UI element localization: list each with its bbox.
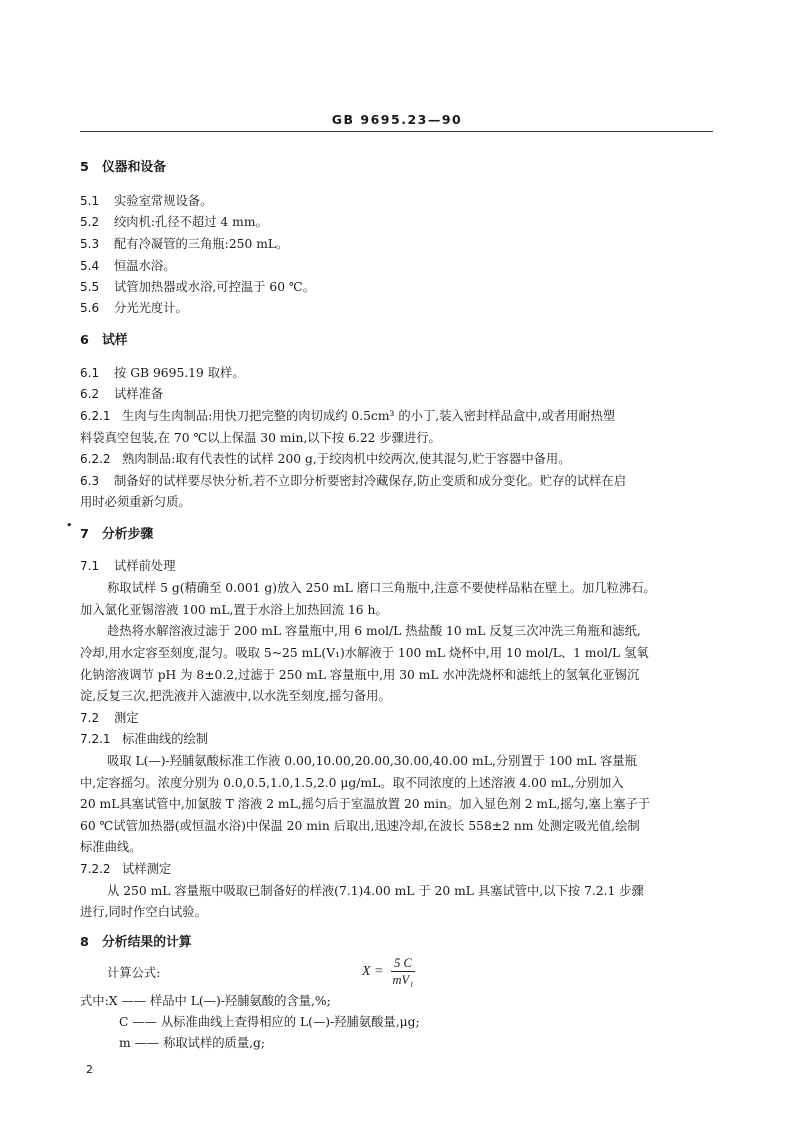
variable-c-definition: C —— 从标准曲线上查得相应的 L(—)-羟脯氨酸量,μg; — [119, 1015, 420, 1029]
item-7-2: 7.2 测定 — [80, 711, 139, 725]
section-7-heading: 7 分析步骤 — [80, 527, 154, 542]
para-7-1b-line: 趁热将水解溶液过滤于 200 mL 容量瓶中,用 6 mol/L 热盐酸 10 mL 反复三次冲洗三角瓶和滤纸, — [107, 624, 641, 638]
item-6-2-1: 6.2.1 生肉与生肉制品:用快刀把完整的肉切成约 0.5cm³ 的小丁,装入密封样品盒中,或者用耐热塑 — [80, 409, 616, 423]
item-6-1: 6.1 按 GB 9695.19 取样。 — [80, 366, 245, 380]
formula-lhs: X = — [362, 963, 384, 979]
para-7-2-2-line: 从 250 mL 容量瓶中吸取已制备好的样液(7.1)4.00 mL 于 20 mL 具塞试管中,以下按 7.2.1 步骤 — [107, 884, 644, 898]
para-7-1-line: 加入氯化亚锡溶液 100 mL,置于水浴上加热回流 16 h。 — [80, 603, 388, 617]
formula-fraction — [390, 956, 417, 987]
item-7-2-1: 7.2.1 标准曲线的绘制 — [80, 732, 209, 746]
item-6-2: 6.2 试样准备 — [80, 387, 164, 401]
stray-mark: • — [66, 519, 73, 532]
item-7-2-2: 7.2.2 试样测定 — [80, 862, 172, 876]
header-rule — [80, 131, 713, 132]
formula-denominator: mV₁ — [392, 973, 414, 987]
para-7-2-1-line: 60 ℃试管加热器(或恒温水浴)中保温 20 min 后取出,迅速冷却,在波长 558±2 nm 处测定吸光值,绘制 — [80, 819, 640, 833]
formula — [362, 956, 417, 987]
formula-label: 计算公式: — [107, 966, 161, 980]
variable-x-definition: 式中:X —— 样品中 L(—)-羟脯氨酸的含量,%; — [80, 994, 331, 1008]
item-5-2: 5.2 绞肉机:孔径不超过 4 mm。 — [80, 215, 268, 229]
para-7-1b-line: 化钠溶液调节 pH 为 8±0.2,过滤于 250 mL 容量瓶中,用 30 mL 水冲洗烧杯和滤纸上的氢氧化亚锡沉 — [80, 668, 640, 682]
item-5-5: 5.5 试管加热器或水浴,可控温于 60 ℃。 — [80, 280, 315, 294]
para-7-2-2-line: 进行,同时作空白试验。 — [80, 905, 207, 919]
para-7-2-1-line: 中,定容摇匀。浓度分别为 0.0,0.5,1.0,1.5,2.0 μg/mL。取不同浓度的上述溶液 4.00 mL,分别加入 — [80, 776, 624, 790]
item-7-1: 7.1 试样前处理 — [80, 559, 176, 573]
item-5-4: 5.4 恒温水浴。 — [80, 259, 176, 273]
variable-m-definition: m —— 称取试样的质量,g; — [119, 1036, 266, 1050]
section-5-heading: 5 仪器和设备 — [80, 160, 166, 175]
item-5-1: 5.1 实验室常规设备。 — [80, 194, 213, 208]
item-5-3: 5.3 配有冷凝管的三角瓶:250 mL。 — [80, 237, 289, 251]
section-6-heading: 6 试样 — [80, 333, 128, 348]
document-header: GB 9695.23—90 — [331, 112, 463, 127]
section-8-heading: 8 分析结果的计算 — [80, 935, 192, 950]
para-7-1-line: 称取试样 5 g(精确至 0.001 g)放入 250 mL 磨口三角瓶中,注意不要使样品粘在壁上。加几粒沸石。 — [107, 581, 656, 595]
para-7-1b-line: 淀,反复三次,把洗液并入滤液中,以水洗至刻度,摇匀备用。 — [80, 689, 391, 703]
para-7-2-1-line: 20 mL具塞试管中,加氯胺 T 溶液 2 mL,摇匀后于室温放置 20 min。加入显色剂 2 mL,摇匀,塞上塞子于 — [80, 797, 651, 811]
item-5-6: 5.6 分光光度计。 — [80, 301, 188, 315]
item-6-2-2: 6.2.2 熟肉制品:取有代表性的试样 200 g,于绞肉机中绞两次,使其混匀,贮于容器中备用。 — [80, 452, 571, 466]
item-6-3: 6.3 制备好的试样要尽快分析,若不立即分析要密封冷藏保存,防止变质和成分变化。贮存的试样在启 — [80, 474, 626, 488]
item-6-3-cont: 用时必须重新匀质。 — [80, 495, 191, 509]
page-number: 2 — [86, 1063, 93, 1076]
para-7-2-1-line: 吸取 L(—)-羟脯氨酸标准工作液 0.00,10.00,20.00,30.00,40.00 mL,分别置于 100 mL 容量瓶 — [107, 754, 637, 768]
formula-numerator: 5 C — [391, 956, 415, 972]
item-6-2-1-cont: 料袋真空包装,在 70 ℃以上保温 30 min,以下按 6.22 步骤进行。 — [80, 431, 441, 445]
para-7-2-1-line: 标准曲线。 — [80, 840, 142, 854]
para-7-1b-line: 冷却,用水定容至刻度,混匀。吸取 5~25 mL(V₁)水解液于 100 mL 烧杯中,用 10 mol/L、1 mol/L 氢氧 — [80, 646, 649, 660]
